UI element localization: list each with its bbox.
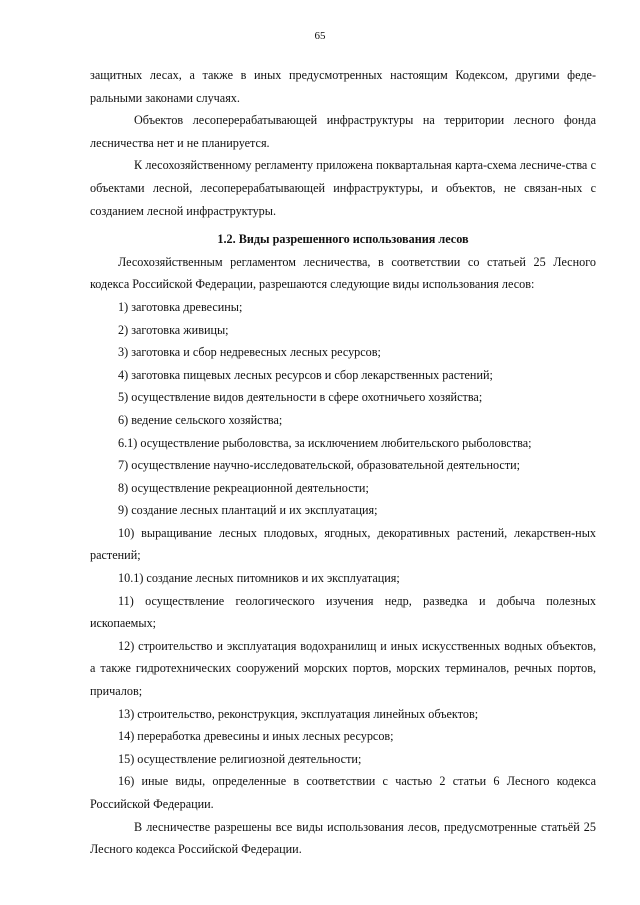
paragraph-intro: Лесохозяйственным регламентом лесничества, в соответствии со статьей 25 Лесного кодекса Российской Федерации, разрешаются следующие виды использования лесов: — [90, 254, 596, 292]
list-item: 10.1) создание лесных питомников и их эксплуатация; — [118, 571, 400, 586]
paragraph-infrastructure: Объектов лесоперерабатывающей инфраструктуры на территории лесного фонда лесничества нет и не планируется. — [90, 113, 596, 150]
list-item: 1) заготовка древесины; — [118, 299, 243, 314]
list-item: 6.1) осуществление рыболовства, за исключением любительского рыболовства; — [118, 435, 532, 450]
page-body — [90, 64, 596, 861]
list-item: 4) заготовка пищевых лесных ресурсов и сбор лекарственных растений; — [118, 367, 493, 382]
list-item: 12) строительство и эксплуатация водохранилищ и иных искусственных водных объектов, а также гидротехнических сооружений морских портов, морских терминалов, речных портов, причалов; — [90, 638, 596, 699]
list-item: 5) осуществление видов деятельности в сфере охотничьего хозяйства; — [118, 390, 483, 405]
list-item: 15) осуществление религиозной деятельности; — [118, 751, 362, 766]
use-types-list — [90, 296, 596, 816]
list-item: 8) осуществление рекреационной деятельности; — [118, 480, 369, 495]
list-item: 16) иные виды, определенные в соответствии с частью 2 статьи 6 Лесного кодекса Российской Федерации. — [90, 774, 596, 811]
list-item: 9) создание лесных плантаций и их эксплуатация; — [118, 503, 378, 518]
list-item: 7) осуществление научно-исследовательской, образовательной деятельности; — [118, 458, 521, 473]
list-item: 11) осуществление геологического изучения недр, разведка и добыча полезных ископаемых; — [90, 593, 596, 631]
list-item: 10) выращивание лесных плодовых, ягодных, декоративных растений, лекарствен-ных растений; — [90, 525, 596, 563]
list-item: 13) строительство, реконструкция, эксплуатация линейных объектов; — [118, 706, 479, 721]
list-item: 3) заготовка и сбор недревесных лесных ресурсов; — [118, 345, 381, 360]
paragraph-closing: В лесничестве разрешены все виды использования лесов, предусмотренные статьёй 25 Лесного кодекса Российской Федерации. — [90, 819, 596, 857]
paragraph-continuation: защитных лесах, а также в иных предусмотренных настоящим Кодексом, другими феде-ральными законами случаях. — [90, 68, 596, 105]
section-heading: 1.2. Виды разрешенного использования лесов — [217, 232, 469, 247]
list-item: 2) заготовка живицы; — [118, 322, 229, 337]
list-item: 14) переработка древесины и иных лесных ресурсов; — [118, 729, 394, 744]
paragraph-map-scheme: К лесохозяйственному регламенту приложена поквартальная карта-схема лесниче-ства с объектами лесной, лесоперерабатывающей инфраструктуры, и объектов, не связан-ных с созданием лесной инфраструктуры. — [90, 158, 596, 218]
list-item: 6) ведение сельского хозяйства; — [118, 412, 283, 427]
page-number: 65 — [314, 30, 326, 42]
